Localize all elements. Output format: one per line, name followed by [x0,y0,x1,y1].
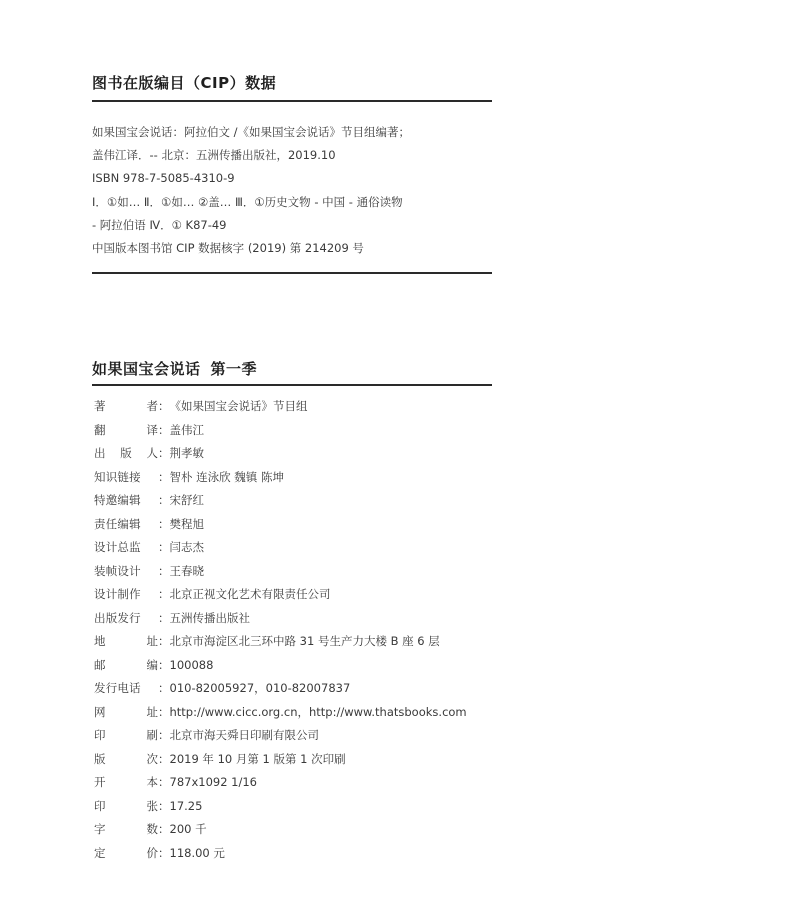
cip-title: 图书在版编目（CIP）数据 [92,74,277,92]
credit-row [94,583,534,607]
credit-value: 北京正视文化艺术有限责任公司 [169,587,331,601]
credit-colon: ： [158,751,170,766]
credit-row [94,795,534,819]
credit-label-char: 译 [146,422,158,437]
credits-list [94,395,534,865]
credit-label-char: 张 [146,798,158,813]
credit-row [94,395,534,419]
credit-colon: ： [158,798,170,813]
credit-value: 闫志杰 [169,540,204,554]
book-season: 第一季 [210,360,258,378]
credit-label-char: 者 [146,399,158,413]
credit-row [94,536,534,560]
credit-colon: ： [158,681,170,695]
credit-row [94,560,534,584]
credit-value: 17.25 [169,798,203,813]
cip-line: ISBN 978-7-5085-4310-9 [92,171,235,186]
credit-label [94,701,158,725]
credit-label-char: 著 [94,399,106,413]
credit-colon: ： [158,446,170,460]
credit-row [94,654,534,678]
credit-row [94,419,534,443]
credit-label [94,630,158,654]
credit-label-char: 版 [94,751,106,766]
credit-value: 宋舒红 [169,493,204,507]
credit-label: 知识链接 [94,469,141,484]
credit-value: 200 千 [169,822,207,836]
credit-colon: ： [158,469,170,484]
credit-label [94,395,158,419]
credit-label-char: 本 [146,775,158,789]
credit-value: 智朴 连泳欣 魏镇 陈坤 [169,469,284,484]
credit-row [94,842,534,866]
credit-label: 装帧设计 [94,563,141,578]
credit-value: 787x1092 1/16 [169,775,258,789]
credit-label-char: 翻 [94,422,106,437]
credit-colon: ： [158,493,170,507]
credit-value: 北京市海淀区北三环中路 31 号生产力大楼 B 座 6 层 [169,634,440,648]
credit-row [94,771,534,795]
credit-label [94,748,158,772]
credit-label [94,771,158,795]
credit-colon: ： [158,587,170,601]
credit-label-char: 网 [94,704,106,719]
credit-label: 出版发行 [94,610,141,625]
credit-label-char: 邮 [94,657,106,672]
credit-colon: ： [158,610,170,625]
cip-line: 如果国宝会说话：阿拉伯文 /《如果国宝会说话》节目组编著； [92,125,411,139]
credit-label-char: 刷 [146,728,158,742]
credit-value: http://www.cicc.org.cn，http://www.thatsbooks.com [169,704,467,719]
credit-row [94,466,534,490]
credit-row [94,724,534,748]
credit-label-char: 编 [146,657,158,672]
cip-line: 中国版本图书馆 CIP 数据核字 (2019) 第 214209 号 [92,240,364,255]
credit-value: 100088 [169,657,214,672]
cip-line: - 阿拉伯语 Ⅳ．① K87-49 [92,217,227,232]
credit-label-char: 版 [120,446,132,460]
credit-label-char: 数 [146,822,158,836]
credit-label [94,842,158,866]
book-title-main: 如果国宝会说话 [92,360,201,378]
cip-line: 盖伟江译．-- 北京：五洲传播出版社，2019.10 [92,148,336,163]
credit-colon: ： [158,634,170,648]
credit-label [94,724,158,748]
cip-data-block [92,121,512,260]
credit-label-char: 人 [146,446,158,460]
credit-label: 特邀编辑 [94,493,141,507]
credit-label [94,795,158,819]
credit-row [94,607,534,631]
credit-label: 设计总监 [94,540,141,554]
credit-label-char: 地 [94,634,106,648]
credit-colon: ： [158,399,170,413]
credit-value: 北京市海天舜日印刷有限公司 [169,728,319,742]
credit-label-char: 址 [146,704,158,719]
credit-value: 王春晓 [169,563,204,578]
cip-line: Ⅰ．①如… Ⅱ．①如… ②盖… Ⅲ．①历史文物 - 中国 - 通俗读物 [92,194,403,209]
credit-colon: ： [158,704,170,719]
credit-row [94,748,534,772]
cip-bottom-rule [92,272,492,274]
credit-row [94,818,534,842]
credit-colon: ： [158,540,170,554]
credit-row [94,701,534,725]
credit-label: 发行电话 [94,681,141,695]
credit-value: 荆孝敏 [169,446,204,460]
credit-label: 设计制作 [94,587,141,601]
credit-colon: ： [158,845,170,860]
credit-label-char: 次 [146,751,158,766]
credit-label-char: 开 [94,775,106,789]
credit-label [94,818,158,842]
credit-label-char: 印 [94,728,106,742]
credit-label-char: 址 [146,634,158,648]
book-title-rule [92,384,492,386]
credit-value: 盖伟江 [169,422,204,437]
credit-label-char: 价 [146,845,158,860]
cip-top-rule [92,100,492,102]
credit-label-char: 定 [94,845,106,860]
credit-label [94,419,158,443]
credit-colon: ： [158,657,170,672]
credit-colon: ： [158,563,170,578]
credit-value: 118.00 元 [169,845,225,860]
credit-label [94,442,158,466]
credit-value: 2019 年 10 月第 1 版第 1 次印刷 [169,751,346,766]
credit-value: 《如果国宝会说话》节目组 [169,399,308,413]
credit-colon: ： [158,775,170,789]
credit-row [94,442,534,466]
credit-row [94,630,534,654]
credit-row [94,513,534,537]
credit-colon: ： [158,822,170,836]
credit-label [94,654,158,678]
credit-colon: ： [158,422,170,437]
credit-row [94,489,534,513]
credit-colon: ： [158,728,170,742]
credit-label-char: 出 [94,446,106,460]
credit-label: 责任编辑 [94,516,141,531]
credit-label-char: 字 [94,822,106,836]
credit-row [94,677,534,701]
book-title [92,358,257,379]
credit-colon: ： [158,516,170,531]
credit-value: 010-82005927，010-82007837 [169,681,351,695]
credit-label-char: 印 [94,798,106,813]
credit-value: 五洲传播出版社 [169,610,250,625]
credit-value: 樊程旭 [169,516,204,531]
